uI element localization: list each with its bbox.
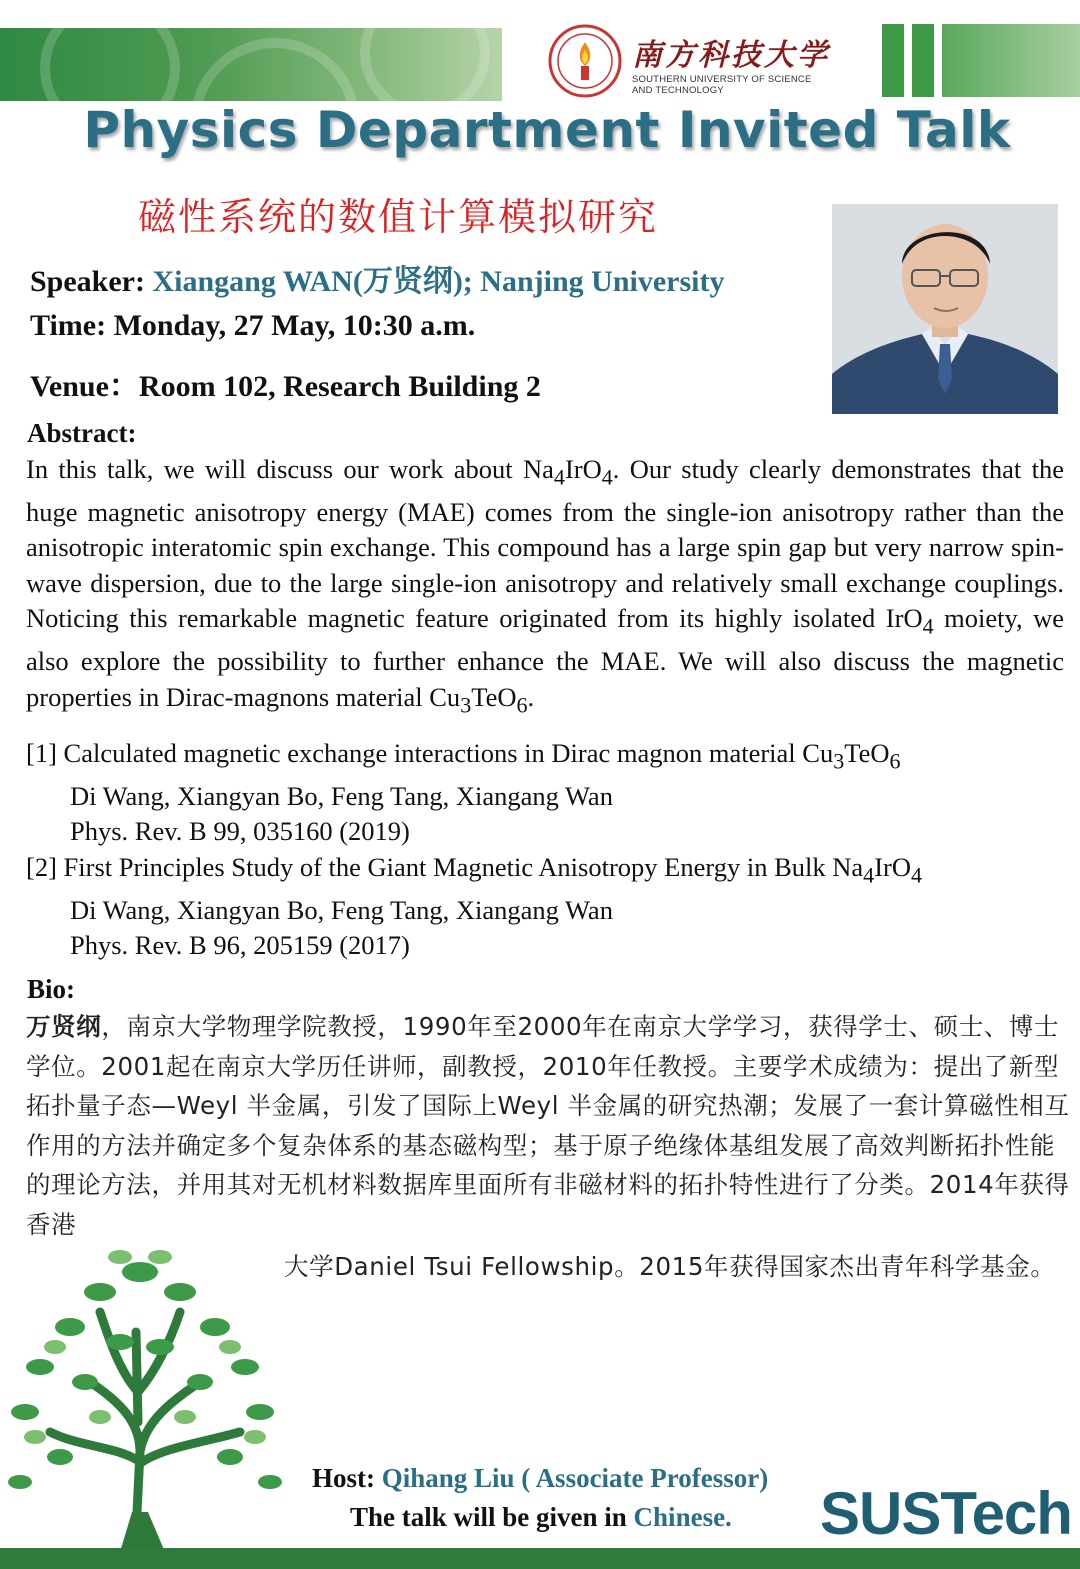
abstract-part: . Our study clearly demonstrates that the huge magnetic anisotropy energy (MAE) comes from the single-ion anisotropy rather than the anisotropic interatomic spin exchange. This compound has a large spin gap but very narrow spin-wave dispersion, due to the large single-ion anisotropy and relatively small exchange couplings. Noticing this remarkable magnetic feature originated from its highly isolated — [26, 454, 1064, 634]
reference-journal: Phys. Rev. B 96, 205159 (2017) — [70, 930, 410, 961]
time-value: Monday, 27 May, 10:30 a.m. — [113, 309, 476, 342]
speaker-portrait-icon — [832, 204, 1058, 414]
bio-text-tail: 大学Daniel Tsui Fellowship。2015年获得国家杰出青年科学基金。 — [284, 1252, 1056, 1281]
abstract-part: . — [527, 681, 535, 712]
abstract-text: In this talk, we will discuss our work about $Na_4IrO_4$. Our study clearly demonstrates that the huge magnetic anisotropy energy (MAE) comes from the single-ion anisotropy rather than the anisotropic interatomic spin exchange. This compound has a large spin gap but very narrow spin-wave dispersion, due to the large single-ion anisotropy and relatively small exchange couplings. Noticing this remarkable magnetic feature originated from its highly isolated IrO$_4$ moiety, we also explore the possibility to further enhance the MAE. We will also discuss the magnetic properties in Dirac-magnons material $Cu_3TeO_6$. — [26, 454, 1064, 717]
bio-text — [26, 1007, 1078, 1244]
bottom-band — [0, 1548, 1080, 1569]
language-value: Chinese. — [633, 1502, 732, 1532]
tree-decoration-icon — [0, 1232, 290, 1552]
university-logo — [548, 24, 830, 100]
reference-journal: Phys. Rev. B 99, 035160 (2019) — [70, 816, 410, 847]
host-line — [312, 1463, 768, 1494]
abstract-heading: Abstract: — [27, 418, 137, 448]
host-value: Qihang Liu ( Associate Professor) — [381, 1463, 769, 1493]
abstract-part: moiety, we also explore the possibility to further enhance the MAE. We will also discuss the magnetic properties in Dirac-magnons material — [26, 603, 1064, 712]
speaker-label: Speaker: — [30, 265, 145, 298]
reference-authors: Di Wang, Xiangyan Bo, Feng Tang, Xiangang Wan — [70, 894, 613, 925]
references — [26, 736, 1066, 964]
time-line — [30, 309, 475, 343]
venue-label: Venue： — [30, 370, 139, 403]
abstract-part: In this talk, we will discuss our work about — [26, 454, 523, 484]
reference-title: [1] Calculated magnetic exchange interactions in Dirac magnon material $Cu_3TeO_6$ — [26, 738, 901, 774]
speaker-photo — [832, 204, 1058, 414]
reference-authors: Di Wang, Xiangyan Bo, Feng Tang, Xiangang Wan — [70, 780, 613, 811]
time-label: Time: — [30, 309, 107, 342]
bio-name: 万贤纲 — [26, 1012, 102, 1041]
brand-logo: SUSTech — [820, 1480, 1072, 1547]
header-banner-left — [0, 28, 502, 101]
university-name-en: SOUTHERN UNIVERSITY OF SCIENCE AND TECHNOLOGY — [632, 74, 812, 96]
university-name-cn: 南方科技大学 — [632, 38, 830, 73]
venue-line — [30, 361, 541, 405]
speaker-line — [30, 256, 724, 300]
banner-bar — [882, 24, 904, 97]
talk-title-cn: 磁性系统的数值计算模拟研究 — [138, 195, 659, 239]
banner-fade — [942, 24, 1080, 97]
speaker-value: Xiangang WAN(万贤纲); Nanjing University — [152, 265, 725, 298]
bio-heading: Bio: — [27, 974, 76, 1004]
language-prefix: The talk will be given in — [350, 1502, 634, 1532]
host-label: Host: — [312, 1463, 382, 1493]
venue-value: Room 102, Research Building 2 — [138, 370, 541, 403]
header-banner-right — [882, 24, 1080, 97]
language-line — [350, 1502, 732, 1533]
reference-title: [2] First Principles Study of the Giant Magnetic Anisotropy Energy in Bulk $Na_4IrO_4$ — [26, 851, 923, 888]
bio-content: ，南京大学物理学院教授，1990年至2000年在南京大学学习，获得学士、硕士、博士学位。2001起在南京大学历任讲师，副教授，2010年任教授。主要学术成绩为：提出了新型拓扑量子态—Weyl 半金属，引发了国际上Weyl 半金属的研究热潮；发展了一套计算磁性相互作用的方法并确定多个复杂体系的基态磁构型；基于原子绝缘体基组发展了高效判断拓扑性能的理论方法，并用其对无机材料数据库里面所有非磁材料的拓扑特性进行了分类。2014年获得香港 — [26, 1012, 1070, 1239]
page-title: Physics Department Invited Talk — [83, 101, 1011, 159]
banner-bar — [912, 24, 934, 97]
university-seal-icon — [548, 24, 622, 98]
